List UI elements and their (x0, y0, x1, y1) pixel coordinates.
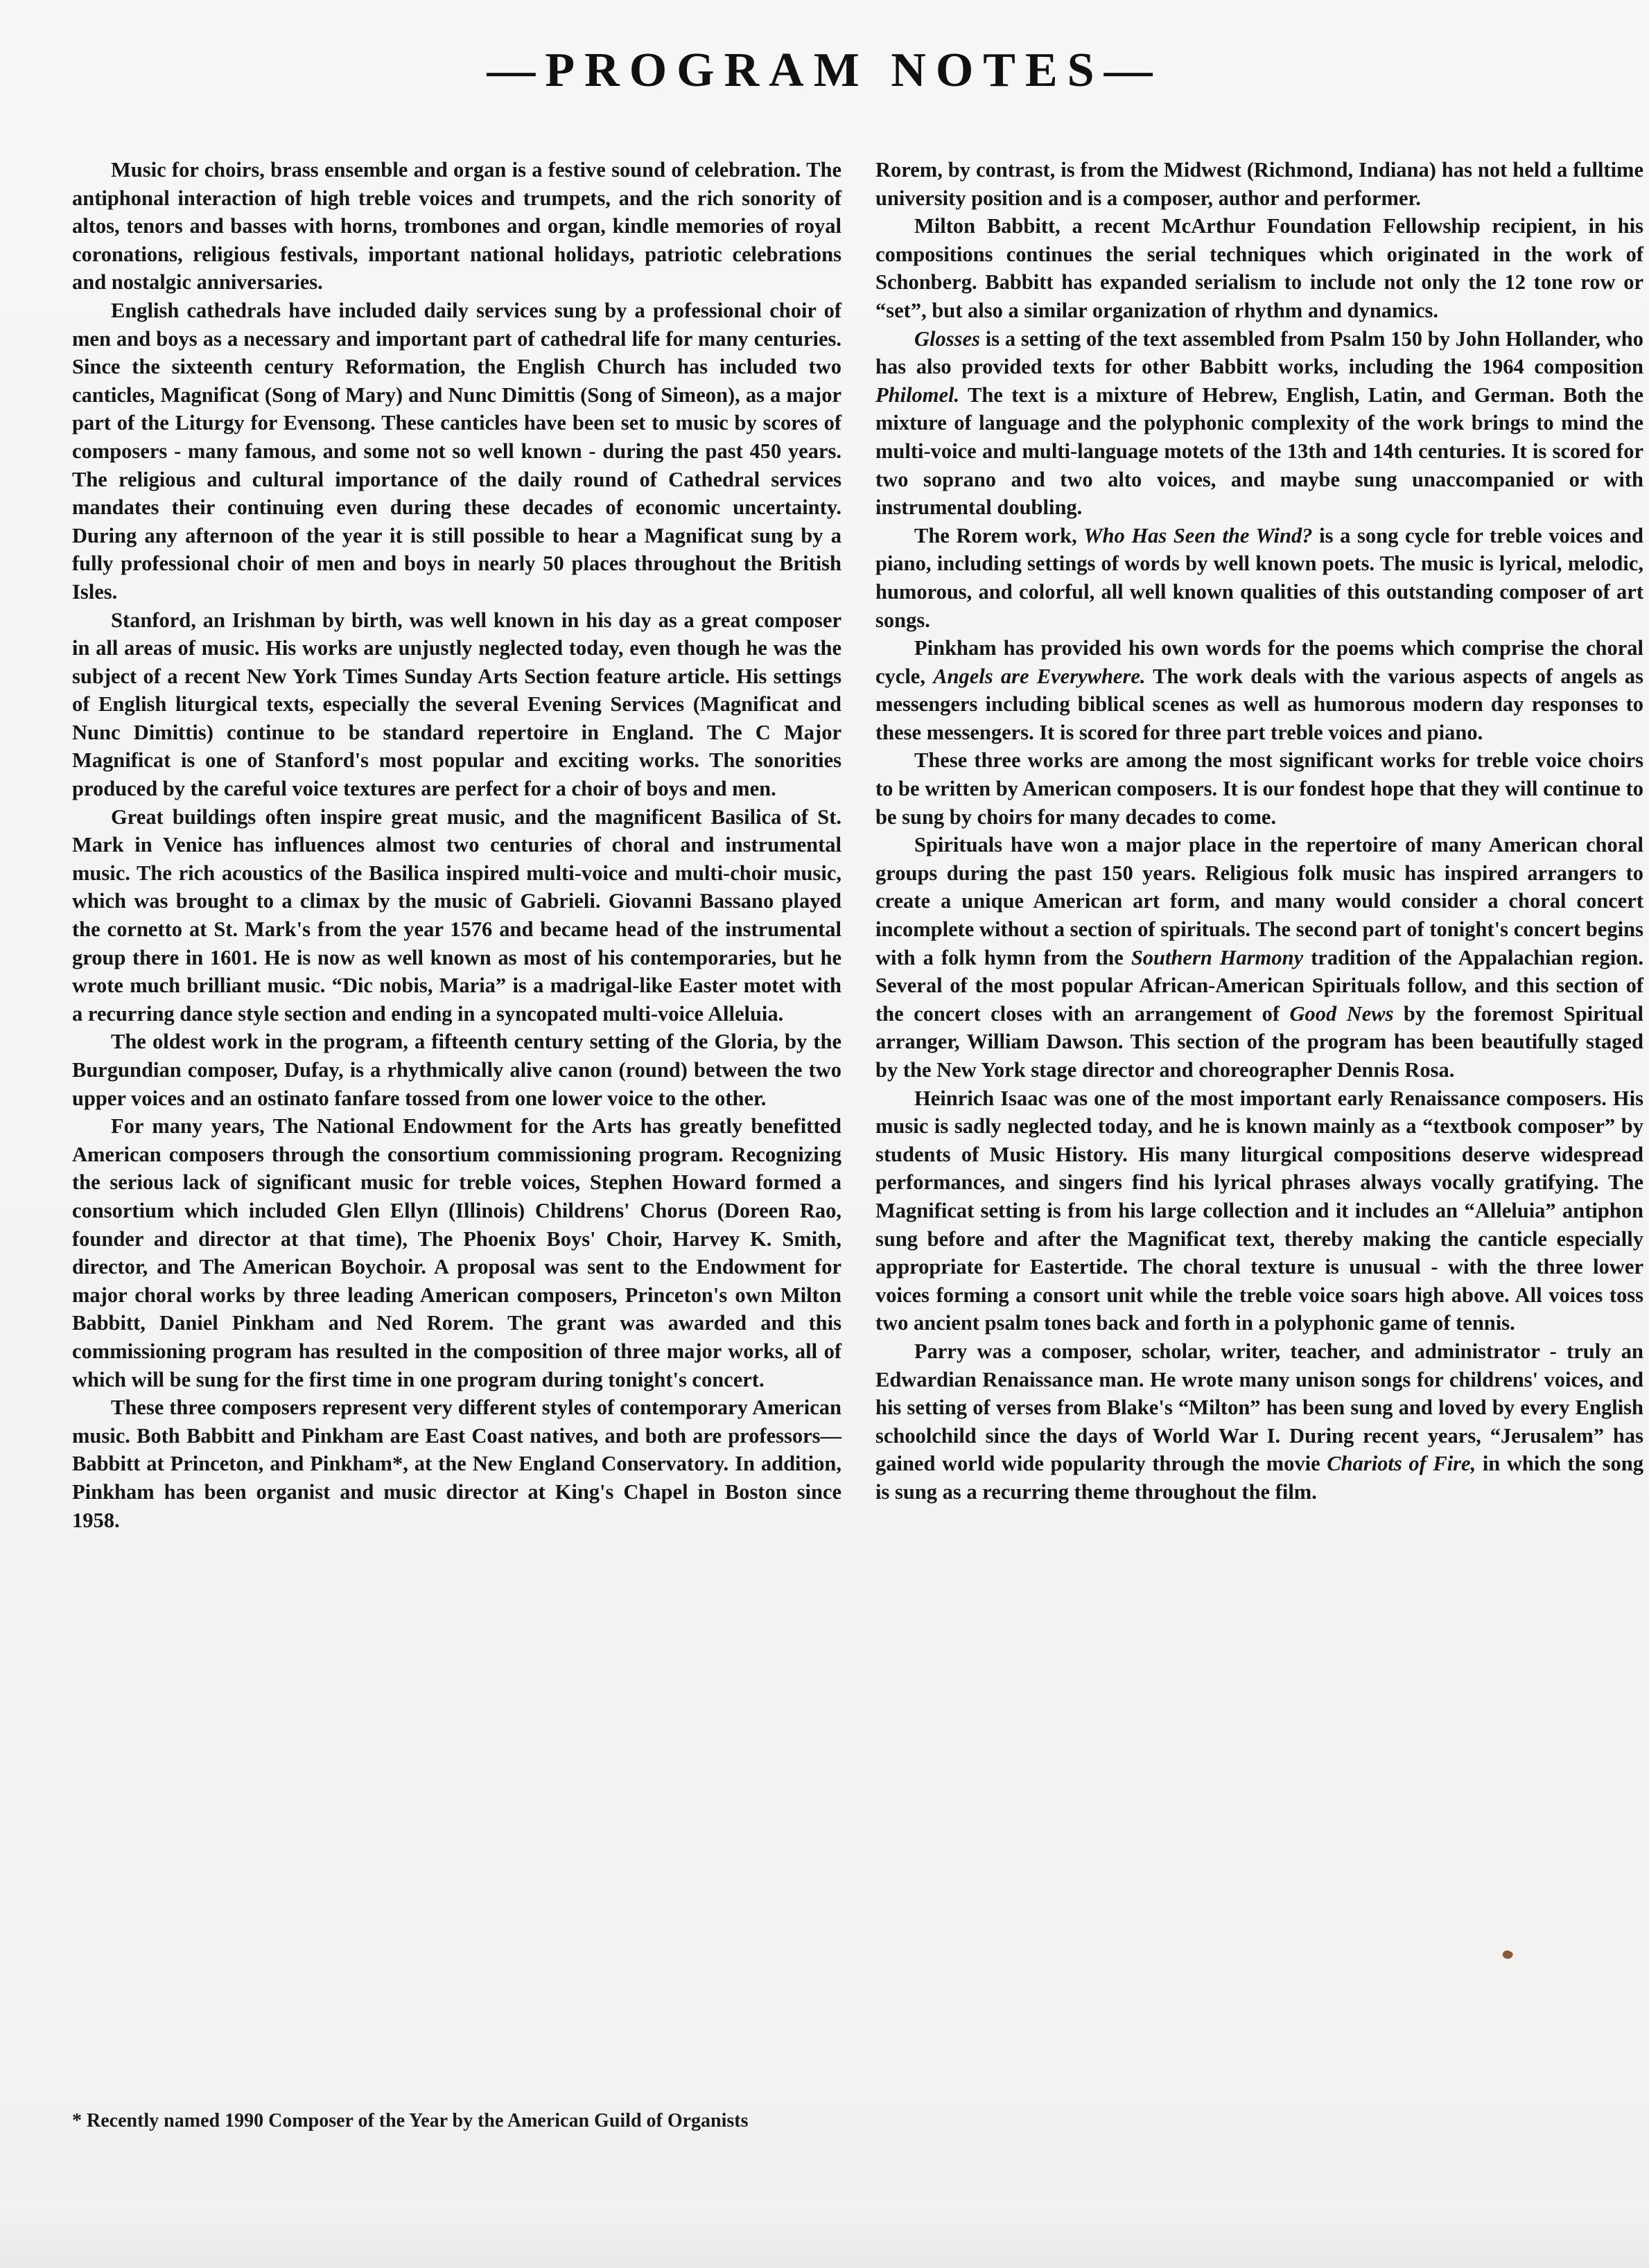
paragraph-text: is a setting of the text assembled from Psalm 150 by John Hollander, who has also provided texts for other Babbitt works, including the 1964 composition (875, 326, 1643, 379)
paragraph: Heinrich Isaac was one of the most important early Renaissance composers. His music is sadly neglected today, and he is known mainly as a “textbook composer” by students of Music History. His many liturgical compositions deserve widespread performances, and singers find his lyrical phrases always vocally gratifying. The Magnificat setting is from his large collection and it includes an “Alleluia” antiphon sung before and after the Magnificat text, thereby making the canticle especially appropriate for Eastertide. The choral texture is unusual - with the three lower voices forming a consort unit while the treble voice soars high above. All voices toss two ancient psalm tones back and forth in a polyphonic game of tennis. (875, 1086, 1643, 1335)
paragraph: Music for choirs, brass ensemble and organ is a festive sound of celebration. The antiphonal interaction of high treble voices and trumpets, and the rich sonority of altos, tenors and basses with horns, trombones and organ, kindle memories of royal coronations, religious festivals, important national holidays, patriotic celebrations and nostalgic anniversaries. (72, 158, 841, 295)
work-title: Southern Harmony (1131, 945, 1304, 969)
paragraph (875, 522, 1643, 634)
paragraph-text: is a song cycle for treble voices and piano, including settings of words by well known poets. The music is lyrical, melodic, humorous, and colorful, all well known qualities of this outstanding composer of art songs. (875, 523, 1643, 632)
work-title: Chariots of Fire, (1327, 1452, 1476, 1476)
work-title: Glosses (914, 326, 980, 351)
paragraph-text: The Rorem work, (914, 523, 1084, 547)
work-title: Philomel. (875, 383, 960, 407)
paragraph: Great buildings often inspire great music, and the magnificent Basilica of St. Mark in Venice has influences almost two centuries of choral and instrumental music. The rich acoustics of the Basilica inspired multi-voice and multi-choir music, which was brought to a climax by the music of Gabrieli. Giovanni Bassano played the cornetto at St. Mark's from the year 1576 and became head of the instrumental group there in 1601. He is now as well known as most of his contemporaries, but he wrote much brilliant music. “Dic nobis, Maria” is a madrigal-like Easter motet with a recurring dance style section and ending in a syncopated multi-voice Alleluia. (72, 805, 841, 1026)
page-title: —PROGRAM NOTES— (487, 44, 1162, 97)
paragraph: Stanford, an Irishman by birth, was well known in his day as a great composer in all areas of music. His works are unjustly neglected today, even though he was the subject of a recent New York Times Sunday Arts Section feature article. His settings of English liturgical texts, especially the several Evening Services (Magnificat and Nunc Dimittis) continue to be standard repertoire in England. The C Major Magnificat is one of Stanford's most popular and exciting works. The sonorities produced by the careful voice textures are perfect for a choir of boys and men. (72, 608, 841, 801)
paragraph: Rorem, by contrast, is from the Midwest (Richmond, Indiana) has not held a fulltime university position and is a composer, author and performer. (875, 158, 1643, 210)
paragraph: The oldest work in the program, a fifteenth century setting of the Gloria, by the Burgundian composer, Dufay, is a rhythmically alive canon (round) between the two upper voices and an ostinato fanfare tossed from one lower voice to the other. (72, 1030, 841, 1110)
footnote: * Recently named 1990 Composer of the Year by the American Guild of Organists (72, 2110, 749, 2131)
paragraph-text: The text is a mixture of Hebrew, English, Latin, and German. Both the mixture of language and the polyphonic complexity of the work brings to mind the multi-voice and multi-language motets of the 13th and 14th centuries. It is scored for two soprano and two alto voices, and maybe sung unaccompanied or with instrumental doubling. (875, 383, 1643, 520)
paragraph: These three works are among the most significant works for treble voice choirs to be written by American composers. It is our fondest hope that they will continue to be sung by choirs for many decades to come. (875, 748, 1643, 829)
paper-stain (1501, 1949, 1514, 1961)
paragraph-text: Pinkham has provided his own words for the poems which comprise the choral cycle, (875, 636, 1643, 688)
paragraph: Milton Babbitt, a recent McArthur Foundation Fellowship recipient, in his compositions continues the serial techniques which originated in the work of Schonberg. Babbitt has expanded serialism to include not only the 12 tone row or “set”, but also a similar organization of rhythm and dynamics. (875, 214, 1643, 322)
left-column (72, 156, 841, 1534)
right-column (875, 156, 1643, 1506)
paragraph-text: in which the song is sung as a recurring theme throughout the film. (875, 1452, 1644, 1504)
paragraph: These three composers represent very different styles of contemporary American music. Both Babbitt and Pinkham are East Coast natives, and both are professors—Babbitt at Princeton, and Pinkham*, at the New England Conservatory. In addition, Pinkham has been organist and music director at King's Chapel in Boston since 1958. (72, 1396, 841, 1532)
paragraph (875, 634, 1643, 746)
paragraph: For many years, The National Endowment for the Arts has greatly benefitted American composers through the consortium commissioning program. Recognizing the serious lack of significant music for treble voices, Stephen Howard formed a consortium which included Glen Ellyn (Illinois) Childrens' Chorus (Doreen Rao, founder and director at that time), The Phoenix Boys' Choir, Harvey K. Smith, director, and The American Boychoir. A proposal was sent to the Endowment for major choral works by three leading American composers, Princeton's own Milton Babbitt, Daniel Pinkham and Ned Rorem. The grant was awarded and this commissioning program has resulted in the composition of three major works, all of which will be sung for the first time in one program during tonight's concert. (72, 1114, 841, 1391)
paragraph (875, 1337, 1643, 1506)
paragraph-text: The work deals with the various aspects of angels as messengers including biblical scenes as well as humorous modern day responses to these messengers. It is scored for three part treble voices and piano. (875, 664, 1643, 744)
work-title: Who Has Seen the Wind? (1083, 523, 1313, 547)
paragraph (875, 831, 1643, 1084)
page-bottom-edge (0, 2202, 1649, 2268)
paragraph-text: Spirituals have won a major place in the repertoire of many American choral groups during the past 150 years. Religious folk music has inspired arrangers to create a unique American art form, and many would consider a choral concert incomplete without a section of spirituals. The second part of tonight's concert begins with a folk hymn from the (875, 833, 1643, 969)
paragraph-text: tradition of the Appalachian region. Several of the most popular African-American Spirituals follow, and this section of the concert closes with an arrangement of (875, 945, 1643, 1026)
paragraph (875, 325, 1643, 522)
paragraph-text: by the foremost Spiritual arranger, William Dawson. This section of the program has been beautifully staged by the New York stage director and choreographer Dennis Rosa. (875, 1001, 1643, 1082)
paragraph-text: Parry was a composer, scholar, writer, teacher, and administrator - truly an Edwardian Renaissance man. He wrote many unison songs for childrens' voices, and his setting of verses from Blake's “Milton” has been sung and loved by every English schoolchild since the days of World War I. During recent years, “Jerusalem” has gained world wide popularity through the movie (875, 1339, 1643, 1476)
paragraph: English cathedrals have included daily services sung by a professional choir of men and boys as a necessary and important part of cathedral life for many centuries. Since the sixteenth century Reformation, the English Church has included two canticles, Magnificat (Song of Mary) and Nunc Dimittis (Song of Simeon), as a major part of the Liturgy for Evensong. These canticles have been set to music by scores of composers - many famous, and some not so well known - during the past 450 years. The religious and cultural importance of the daily round of Cathedral services mandates their continuing even during these decades of economic uncertainty. During any afternoon of the year it is still possible to hear a Magnificat sung by a fully professional choir of men and boys in nearly 50 places throughout the British Isles. (72, 298, 841, 604)
work-title: Angels are Everywhere. (933, 664, 1146, 688)
work-title: Good News (1289, 1001, 1394, 1026)
